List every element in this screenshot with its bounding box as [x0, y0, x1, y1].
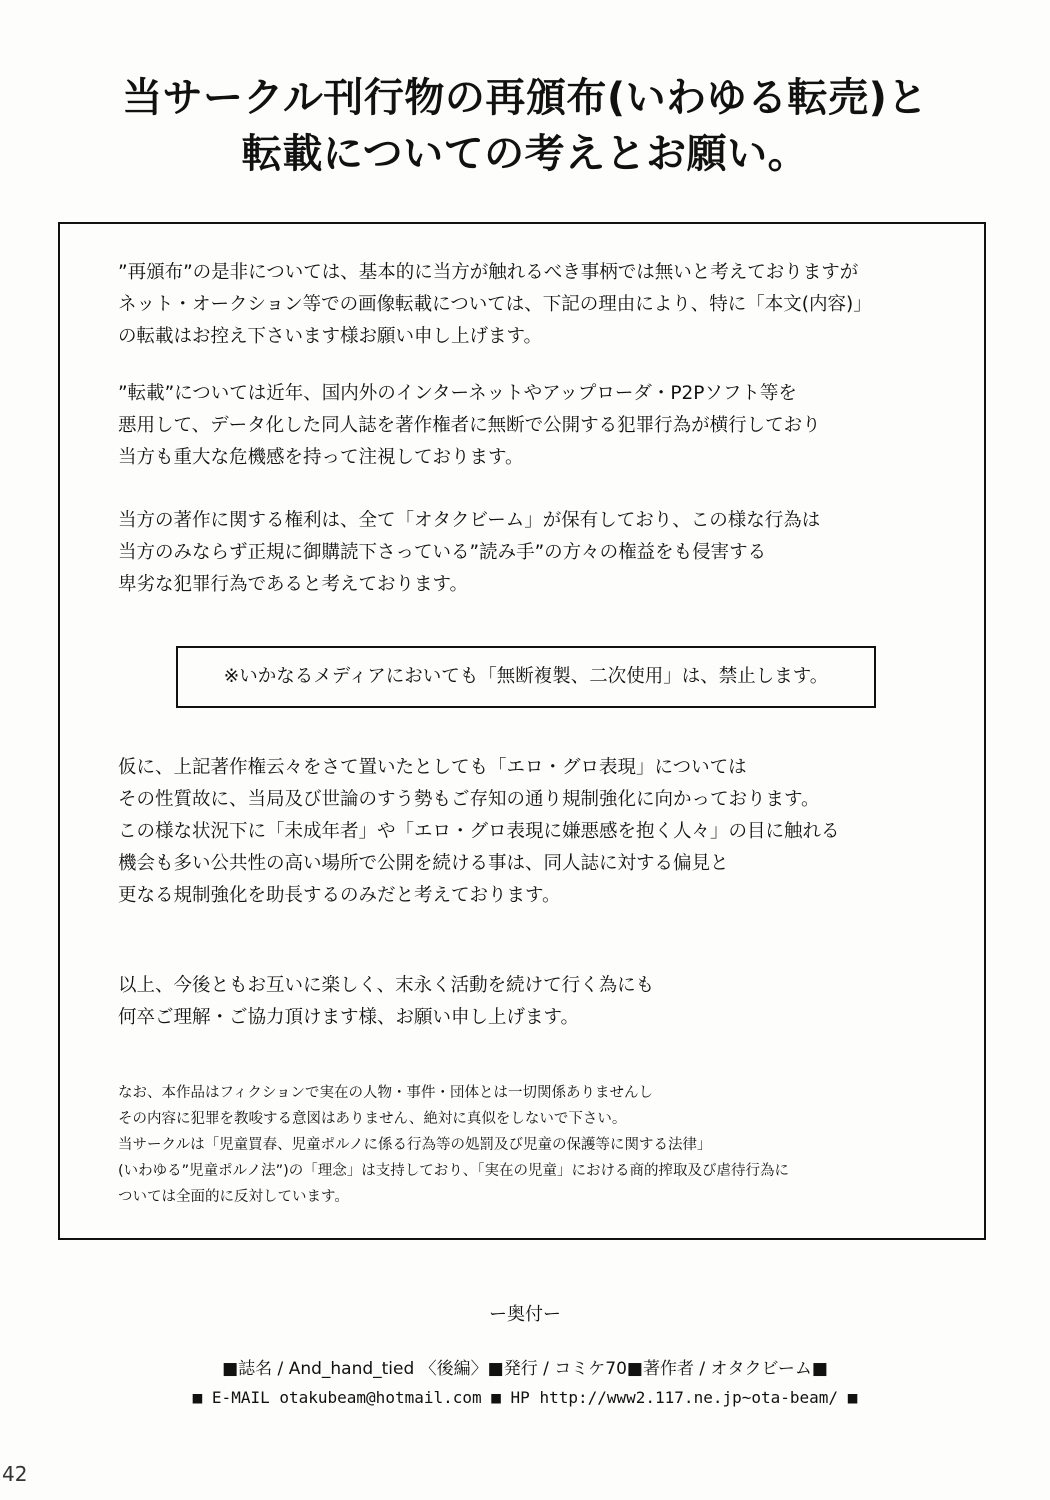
disclaimer	[118, 1080, 938, 1210]
colophon-contact-line	[0, 1388, 1050, 1408]
paragraph-reposting	[118, 378, 938, 474]
disclaimer-line: なお、本作品はフィクションで実在の人物・事件・団体とは一切関係ありませんし	[118, 1085, 654, 1101]
disclaimer-line: その内容に犯罪を教唆する意図はありません、絶対に真似をしないで下さい。	[118, 1111, 627, 1127]
paragraph-rights	[118, 505, 938, 601]
colophon-publication-line: ■誌名 / And_hand_tied 〈後編〉■発行 / コミケ70■著作者 / オタクビーム■	[222, 1359, 828, 1379]
colophon-contact-text: ■ E-MAIL otakubeam@hotmail.com ■ HP http://www2.117.ne.jp~ota-beam/ ■	[192, 1388, 858, 1407]
paragraph-line: 当方も重大な危機感を持って注視しております。	[118, 447, 524, 468]
paragraph-line: 何卒ご理解・ご協力頂けます様、お願い申し上げます。	[118, 1007, 580, 1028]
disclaimer-line: 当サークルは「児童買春、児童ポルノに係る行為等の処罰及び児童の保護等に関する法律」	[118, 1137, 712, 1153]
page-number: 42	[2, 1462, 28, 1486]
disclaimer-line: (いわゆる”児童ポルノ法”)の「理念」は支持しており、「実在の児童」における商的搾取及び虐待行為に	[118, 1163, 790, 1179]
title-line-2: 転載についての考えとお願い。	[241, 131, 809, 177]
paragraph-regulation	[118, 752, 938, 912]
paragraph-line: 卑劣な犯罪行為であると考えております。	[118, 574, 469, 595]
paragraph-redistribution	[118, 257, 938, 353]
paragraph-line: の転載はお控え下さいます様お願い申し上げます。	[118, 326, 543, 347]
paragraph-line: この様な状況下に「未成年者」や「エロ・グロ表現に嫌悪感を抱く人々」の目に触れる	[118, 821, 840, 842]
paragraph-line: 当方のみならず正規に御購読下さっている”読み手”の方々の権益をも侵害する	[118, 542, 767, 563]
paragraph-line: 悪用して、データ化した同人誌を著作権者に無断で公開する犯罪行為が横行しており	[118, 415, 821, 436]
notice-box: ※いかなるメディアにおいても「無断複製、二次使用」は、禁止します。	[176, 646, 876, 708]
paragraph-line: 当方の著作に関する権利は、全て「オタクビーム」が保有しており、この様な行為は	[118, 510, 821, 531]
disclaimer-line: ついては全面的に反対しています。	[118, 1189, 349, 1205]
title-line-1: 当サークル刊行物の再頒布(いわゆる転売)と	[122, 75, 928, 121]
paragraph-line: 更なる規制強化を助長するのみだと考えております。	[118, 885, 561, 906]
paragraph-line: ”転載”については近年、国内外のインターネットやアップローダ・P2Pソフト等を	[118, 383, 797, 404]
paragraph-line: 仮に、上記著作権云々をさて置いたとしても「エロ・グロ表現」については	[118, 757, 747, 778]
paragraph-line: ネット・オークション等での画像転載については、下記の理由により、特に「本文(内容)」	[118, 294, 872, 315]
paragraph-line: 機会も多い公共性の高い場所で公開を続ける事は、同人誌に対する偏見と	[118, 853, 729, 874]
paragraph-line: 以上、今後ともお互いに楽しく、末永く活動を続けて行く為にも	[118, 975, 655, 996]
paragraph-closing	[118, 970, 938, 1034]
paragraph-line: その性質故に、当局及び世論のすう勢もご存知の通り規制強化に向かっております。	[118, 789, 820, 810]
colophon-heading: ー奥付ー	[489, 1304, 561, 1325]
page-title	[60, 70, 990, 182]
paragraph-line: ”再頒布”の是非については、基本的に当方が触れるべき事柄では無いと考えておりますが	[118, 262, 859, 283]
